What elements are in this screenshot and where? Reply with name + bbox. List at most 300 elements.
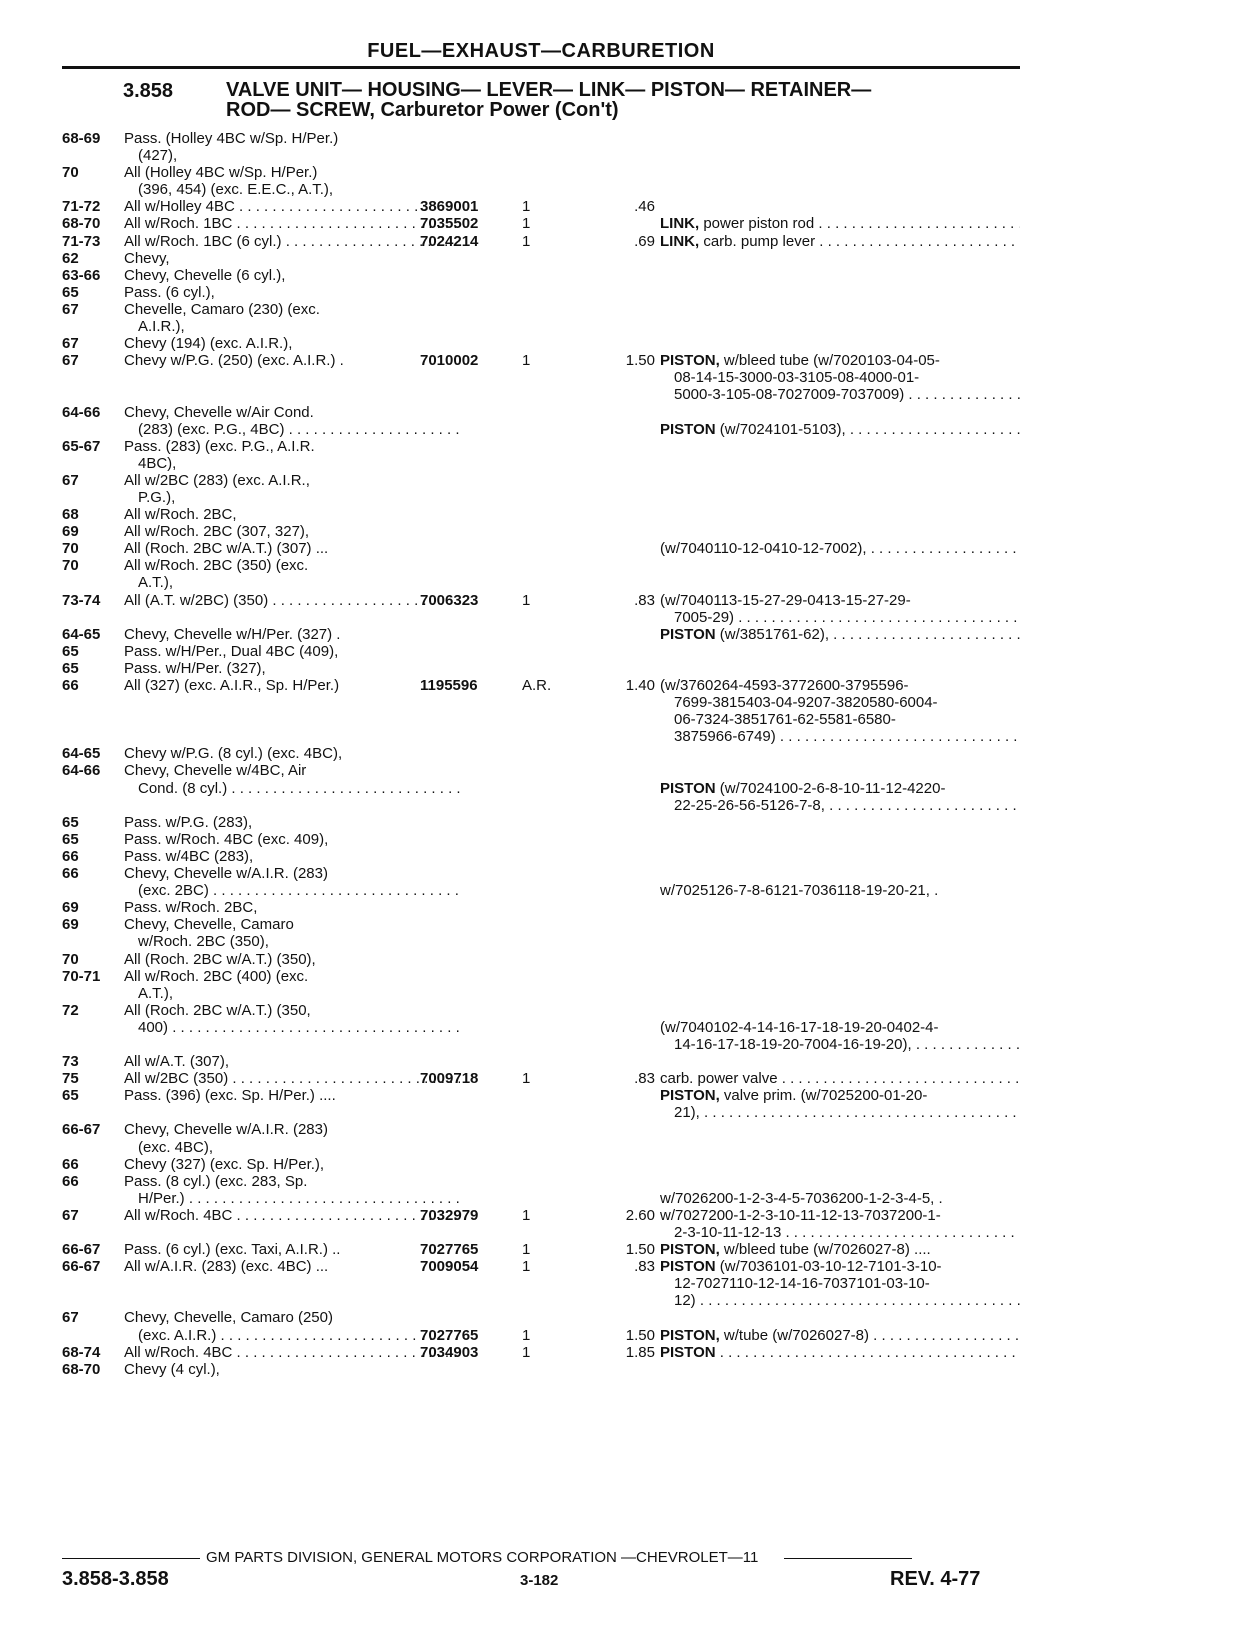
footer-rule-right (784, 1558, 912, 1559)
application-text: Pass. w/H/Per. (327), (124, 659, 266, 677)
table-row (62, 489, 1020, 506)
model-year: 67 (62, 335, 79, 353)
model-year: 63-66 (62, 266, 101, 284)
table-row (62, 1327, 1020, 1344)
price: 1.50 (625, 352, 655, 370)
part-number: 7010002 (420, 352, 479, 370)
table-row (62, 130, 1020, 147)
model-year: 64-66 (62, 762, 101, 780)
footer-section-range: 3.858-3.858 (62, 1568, 169, 1590)
model-year: 66 (62, 1155, 79, 1173)
model-year: 64-65 (62, 745, 101, 763)
model-year: 64-65 (62, 625, 101, 643)
table-row (62, 335, 1020, 352)
part-name (660, 540, 1020, 557)
application-text: All w/Roch. 4BC . . . (124, 1207, 460, 1224)
application-text: P.G.), (138, 488, 176, 506)
model-year: 73 (62, 1053, 79, 1071)
application-description (124, 814, 460, 831)
application-description (124, 215, 460, 232)
table-row (62, 147, 1020, 164)
part-name-text: (w/7024100-2-6-8-10-11-12-4220- (719, 779, 946, 797)
application-description (124, 1207, 460, 1224)
table-row (62, 1241, 1020, 1258)
part-name-text: 08-14-15-3000-03-3105-08-4000-01- (674, 369, 920, 387)
part-name-text: w/7027200-1-2-3-10-11-12-13-7037200-1- (660, 1206, 941, 1224)
part-number: 3869001 (420, 198, 479, 216)
parts-list (62, 130, 1020, 1378)
application-description (124, 951, 460, 968)
application-description (138, 882, 460, 899)
application-text: Pass. (Holley 4BC w/Sp. H/Per.) (124, 130, 339, 147)
table-row (62, 164, 1020, 181)
model-year: 68-70 (62, 1360, 101, 1378)
quantity: 1 (522, 1326, 531, 1344)
quantity: 1 (522, 591, 531, 609)
application-description (124, 831, 460, 848)
application-text: Pass. w/4BC (283), (124, 847, 254, 865)
model-year: 72 (62, 1001, 79, 1019)
application-text: 400) . . . (138, 1019, 460, 1036)
table-row (62, 1309, 1020, 1326)
application-text: Chevy, Chevelle w/4BC, Air (124, 762, 307, 780)
part-name (660, 1070, 1020, 1087)
model-year: 67 (62, 300, 79, 318)
part-name (674, 694, 1020, 711)
application-text: All w/Roch. 4BC . . . (124, 1344, 460, 1361)
part-name (660, 882, 1020, 899)
part-name-text: w/tube (w/7026027-8) . . . (724, 1327, 1020, 1344)
model-year: 70 (62, 540, 79, 558)
part-name (660, 1327, 1020, 1344)
model-year: 67 (62, 471, 79, 489)
table-row (62, 250, 1020, 267)
part-name-bold: PISTON (660, 1343, 716, 1361)
part-number: 7035502 (420, 215, 479, 233)
part-name (674, 386, 1020, 403)
page-header-title: FUEL—EXHAUST—CARBURETION (367, 40, 715, 62)
table-row (62, 1173, 1020, 1190)
part-number: 7006323 (420, 591, 479, 609)
table-row (62, 728, 1020, 745)
part-name (660, 1019, 1020, 1036)
table-row (62, 472, 1020, 489)
application-description (124, 968, 460, 985)
footer-page-number: 3-182 (520, 1572, 559, 1589)
application-text: All (Roch. 2BC w/A.T.) (307) ... (124, 540, 329, 558)
application-description (124, 1344, 460, 1361)
table-row (62, 1019, 1020, 1036)
table-row (62, 643, 1020, 660)
application-text: Chevy (4 cyl.), (124, 1360, 220, 1378)
part-name-text: 3875966-6749) . . . (674, 728, 1020, 745)
application-text: Chevy w/P.G. (8 cyl.) (exc. 4BC), (124, 745, 343, 763)
part-name (660, 780, 1020, 797)
application-description (124, 762, 460, 779)
table-row (62, 523, 1020, 540)
part-name (660, 215, 1020, 232)
table-row (62, 421, 1020, 438)
application-description (124, 643, 460, 660)
application-description (124, 677, 460, 694)
part-number: 7009054 (420, 1258, 479, 1276)
application-description (138, 147, 460, 164)
application-description (138, 1139, 460, 1156)
application-description (124, 1309, 460, 1326)
application-description (124, 284, 460, 301)
table-row (62, 899, 1020, 916)
footer-rule-left (62, 1558, 200, 1559)
application-text: Pass. (396) (exc. Sp. H/Per.) .... (124, 1087, 336, 1105)
application-text: Chevelle, Camaro (230) (exc. (124, 300, 320, 318)
application-text: Pass. w/Roch. 2BC, (124, 899, 258, 917)
quantity: 1 (522, 1206, 531, 1224)
table-row (62, 369, 1020, 386)
table-row (62, 1121, 1020, 1138)
table-row (62, 574, 1020, 591)
part-name (674, 609, 1020, 626)
application-description (124, 1258, 460, 1275)
application-text: Chevy, Chevelle, Camaro (124, 916, 294, 934)
table-row (62, 951, 1020, 968)
quantity: 1 (522, 232, 531, 250)
application-description (124, 198, 460, 215)
application-description (138, 181, 460, 198)
application-text: Chevy (327) (exc. Sp. H/Per.), (124, 1155, 325, 1173)
application-description (124, 848, 460, 865)
application-text: Pass. (6 cyl.), (124, 283, 215, 301)
header-rule (62, 66, 1020, 69)
quantity: 1 (522, 1070, 531, 1088)
part-name-bold: PISTON, (660, 1087, 720, 1105)
part-number: 7027765 (420, 1241, 479, 1259)
application-text: All w/Roch. 2BC (307, 327), (124, 523, 310, 541)
application-text: All w/Roch. 1BC (6 cyl.) . . . (124, 233, 460, 250)
application-description (124, 164, 460, 181)
part-name (674, 797, 1020, 814)
application-description (124, 352, 460, 369)
application-text: Chevy, Chevelle w/H/Per. (327) . (124, 625, 341, 643)
price: 1.40 (625, 677, 655, 694)
model-year: 75 (62, 1070, 79, 1088)
table-row (62, 1344, 1020, 1361)
application-text: Pass. (8 cyl.) (exc. 283, Sp. (124, 1172, 308, 1190)
table-row (62, 882, 1020, 899)
table-row (62, 1292, 1020, 1309)
application-description (124, 1156, 460, 1173)
model-year: 67 (62, 1206, 79, 1224)
application-text: Pass. w/H/Per., Dual 4BC (409), (124, 642, 339, 660)
part-name (660, 677, 1020, 694)
model-year: 68-74 (62, 1343, 101, 1361)
application-text: A.T.), (138, 984, 174, 1002)
footer-publisher-line (62, 1549, 1020, 1566)
table-row (62, 1139, 1020, 1156)
application-text: (283) (exc. P.G., 4BC) . . . (138, 421, 460, 438)
table-row (62, 1224, 1020, 1241)
price: .69 (634, 232, 655, 250)
table-row (62, 404, 1020, 421)
table-row (62, 745, 1020, 762)
application-description (124, 1173, 460, 1190)
quantity: A.R. (522, 677, 552, 694)
table-row (62, 660, 1020, 677)
part-name-bold: PISTON, (660, 1241, 720, 1259)
table-row (62, 267, 1020, 284)
application-text: All w/Roch. 2BC (400) (exc. (124, 967, 309, 985)
model-year: 66-67 (62, 1258, 101, 1276)
model-year: 65 (62, 642, 79, 660)
model-year: 65 (62, 659, 79, 677)
table-row (62, 1070, 1020, 1087)
application-description (138, 1327, 460, 1344)
price: .83 (634, 1070, 655, 1088)
table-row (62, 762, 1020, 779)
application-description (138, 574, 460, 591)
part-name (660, 592, 1020, 609)
price: 1.50 (625, 1241, 655, 1259)
application-text: All w/2BC (350) . . . (124, 1070, 460, 1087)
price: .83 (634, 1258, 655, 1276)
table-row (62, 848, 1020, 865)
table-row (62, 797, 1020, 814)
application-text: Chevy, Chevelle w/Air Cond. (124, 403, 314, 421)
price: .83 (634, 591, 655, 609)
part-name-text: (w/3760264-4593-3772600-3795596- (660, 677, 909, 694)
part-number: 7027765 (420, 1326, 479, 1344)
table-row (62, 711, 1020, 728)
part-name (660, 1190, 1020, 1207)
part-name-text: 2-3-10-11-12-13 . . . (674, 1224, 1020, 1241)
section-title-line2: ROD— SCREW, Carburetor Power (Con't) (226, 99, 619, 121)
model-year: 70-71 (62, 967, 101, 985)
part-name-text: w/bleed tube (w/7020103-04-05- (723, 352, 940, 370)
application-text: Pass. w/P.G. (283), (124, 813, 253, 831)
part-name-bold: PISTON (660, 625, 716, 643)
application-description (124, 745, 460, 762)
application-description (138, 455, 460, 472)
application-description (124, 301, 460, 318)
part-name-text: valve prim. (w/7025200-01-20- (723, 1087, 928, 1105)
part-name-bold: PISTON (660, 420, 716, 438)
table-row (62, 1190, 1020, 1207)
part-name-bold: PISTON (660, 1258, 716, 1276)
part-name (660, 1344, 1020, 1361)
application-text: Chevy, Chevelle w/A.I.R. (283) (124, 1121, 328, 1139)
application-description (124, 233, 460, 250)
part-name-text: 5000-3-105-08-7027009-7037009) . . . (674, 386, 1020, 403)
application-description (138, 1190, 460, 1207)
part-name-text: carb. power valve . . . (660, 1070, 1020, 1087)
application-description (124, 1361, 460, 1378)
table-row (62, 1036, 1020, 1053)
table-row (62, 933, 1020, 950)
part-name-text: 06-7324-3851761-62-5581-6580- (674, 711, 896, 729)
part-name-text: 12) . . . (674, 1292, 1020, 1309)
application-text: Chevy, Chevelle, Camaro (250) (124, 1309, 333, 1327)
part-name-text: 22-25-26-56-5126-7-8, . . . (674, 797, 1020, 814)
application-text: All w/A.T. (307), (124, 1053, 230, 1071)
application-description (138, 985, 460, 1002)
application-text: w/Roch. 2BC (350), (138, 933, 269, 951)
table-row (62, 831, 1020, 848)
table-row (62, 1275, 1020, 1292)
model-year: 66-67 (62, 1121, 101, 1139)
table-row (62, 318, 1020, 335)
part-name (660, 233, 1020, 250)
application-description (138, 489, 460, 506)
model-year: 66 (62, 847, 79, 865)
table-row (62, 181, 1020, 198)
table-row (62, 352, 1020, 369)
table-row (62, 198, 1020, 215)
application-description (124, 592, 460, 609)
model-year: 65-67 (62, 437, 101, 455)
model-year: 68-69 (62, 130, 101, 147)
section-title-line1: VALVE UNIT— HOUSING— LEVER— LINK— PISTON— RETAINER— (226, 79, 872, 101)
footer-revision: REV. 4-77 (890, 1568, 981, 1590)
table-row (62, 1002, 1020, 1019)
part-name-text: 7699-3815403-04-9207-3820580-6004- (674, 694, 938, 712)
quantity: 1 (522, 1343, 531, 1361)
application-text: 4BC), (138, 454, 177, 472)
application-text: Chevy, Chevelle (6 cyl.), (124, 266, 286, 284)
table-row (62, 780, 1020, 797)
application-description (124, 1241, 460, 1258)
application-description (124, 267, 460, 284)
part-name-text: (w/7040113-15-27-29-0413-15-27-29- (660, 591, 911, 609)
price: 1.50 (625, 1326, 655, 1344)
part-name (660, 1087, 1020, 1104)
part-number: 1195596 (420, 677, 478, 694)
application-description (124, 506, 460, 523)
part-name (674, 1224, 1020, 1241)
application-text: (exc. 4BC), (138, 1138, 214, 1156)
part-name-text: (w/7040110-12-0410-12-7002), . . . (660, 540, 1020, 557)
table-row (62, 215, 1020, 232)
part-name-text: 21), . . . (674, 1104, 1020, 1121)
application-description (124, 438, 460, 455)
table-row (62, 301, 1020, 318)
model-year: 68-70 (62, 215, 101, 233)
model-year: 73-74 (62, 591, 101, 609)
table-row (62, 233, 1020, 250)
application-text: Pass. (283) (exc. P.G., A.I.R. (124, 437, 315, 455)
application-description (124, 660, 460, 677)
quantity: 1 (522, 198, 531, 216)
model-year: 71-73 (62, 232, 101, 250)
application-description (138, 318, 460, 335)
application-description (124, 404, 460, 421)
part-name-text: w/7025126-7-8-6121-7036118-19-20-21, . (660, 882, 939, 900)
part-name (674, 1036, 1020, 1053)
application-text: All w/2BC (283) (exc. A.I.R., (124, 471, 310, 489)
part-name (660, 1258, 1020, 1275)
model-year: 65 (62, 830, 79, 848)
table-row (62, 916, 1020, 933)
part-name-text: 7005-29) . . . (674, 609, 1020, 626)
application-text: (exc. 2BC) . . . (138, 882, 460, 899)
application-text: H/Per.) . . . (138, 1190, 460, 1207)
model-year: 65 (62, 283, 79, 301)
model-year: 65 (62, 813, 79, 831)
table-row (62, 1053, 1020, 1070)
part-name-text: (w/3851761-62), . . . (720, 626, 1020, 643)
application-description (138, 421, 460, 438)
table-row (62, 592, 1020, 609)
part-name-bold: LINK, (660, 215, 700, 233)
application-text: All w/A.I.R. (283) (exc. 4BC) ... (124, 1258, 329, 1276)
application-description (124, 250, 460, 267)
table-row (62, 506, 1020, 523)
application-text: All w/Roch. 2BC, (124, 506, 237, 524)
application-description (124, 899, 460, 916)
part-name (660, 626, 1020, 643)
part-number: 7032979 (420, 1206, 479, 1224)
table-row (62, 557, 1020, 574)
application-text: All (Roch. 2BC w/A.T.) (350), (124, 950, 316, 968)
table-row (62, 694, 1020, 711)
application-description (124, 472, 460, 489)
table-row (62, 1207, 1020, 1224)
table-row (62, 1361, 1020, 1378)
table-row (62, 968, 1020, 985)
price: .46 (634, 198, 655, 216)
model-year: 69 (62, 523, 79, 541)
quantity: 1 (522, 1258, 531, 1276)
application-text: Pass. (6 cyl.) (exc. Taxi, A.I.R.) .. (124, 1241, 341, 1259)
application-text: All w/Roch. 1BC . . . (124, 215, 460, 232)
part-name-bold: PISTON, (660, 1326, 720, 1344)
model-year: 70 (62, 557, 79, 575)
application-text: All (Holley 4BC w/Sp. H/Per.) (124, 164, 318, 182)
quantity: 1 (522, 215, 531, 233)
section-title (226, 80, 1006, 120)
application-description (124, 130, 460, 147)
part-name-text: 12-7027110-12-14-16-7037101-03-10- (674, 1275, 930, 1293)
application-description (138, 933, 460, 950)
table-row (62, 814, 1020, 831)
quantity: 1 (522, 1241, 531, 1259)
application-description (124, 335, 460, 352)
price: 1.85 (625, 1343, 655, 1361)
part-name-text: carb. pump lever . . . (703, 233, 1020, 250)
model-year: 65 (62, 1087, 79, 1105)
application-text: All w/Holley 4BC . . . (124, 198, 460, 215)
part-name-text: 14-16-17-18-19-20-7004-16-19-20), . . . (674, 1036, 1020, 1053)
part-name (660, 1241, 1020, 1258)
part-number: 7009718 (420, 1070, 479, 1088)
part-name-text (720, 1344, 1020, 1361)
model-year: 68 (62, 506, 79, 524)
footer-publisher: GM PARTS DIVISION, GENERAL MOTORS CORPORATION —CHEVROLET—11 (206, 1549, 759, 1566)
application-text: Pass. w/Roch. 4BC (exc. 409), (124, 830, 329, 848)
application-text: All w/Roch. 2BC (350) (exc. (124, 557, 309, 575)
part-number: 7034903 (420, 1343, 479, 1361)
table-row (62, 438, 1020, 455)
application-text: All (A.T. w/2BC) (350) . . . (124, 592, 460, 609)
part-number: 7024214 (420, 232, 479, 250)
model-year: 67 (62, 1309, 79, 1327)
application-description (124, 916, 460, 933)
model-year: 70 (62, 950, 79, 968)
part-name (674, 1275, 1020, 1292)
application-description (124, 1053, 460, 1070)
part-name (674, 369, 1020, 386)
model-year: 70 (62, 164, 79, 182)
application-text: Chevy, (124, 249, 170, 267)
part-name-text: power piston rod . . . (703, 215, 1020, 232)
